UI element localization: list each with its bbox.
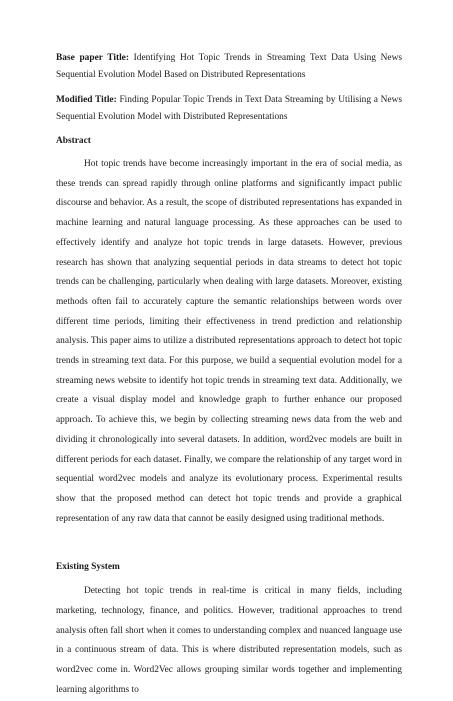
existing-system-body: Detecting hot topic trends in real-time is critical in many fields, including marketing, technology, finance, and politics. However, traditional approaches to trend analysis often fall short when it comes to understanding complex and nuanced language use in a continuous stream of data. This is where distributed representation models, such as word2vec come in. Word2Vec allows grouping similar words together and implementing learning algorithms to bbox=[56, 586, 402, 695]
abstract-heading: Abstract bbox=[56, 136, 91, 146]
base-paper-title bbox=[56, 50, 402, 83]
modified-title-text: Finding Popular Topic Trends in Text Data Streaming by Utilising a News Sequential Evolution Model with Distributed Representations bbox=[56, 95, 402, 122]
abstract-body: Hot topic trends have become increasingly important in the era of social media, as these trends can spread rapidly through online platforms and significantly impact public discourse and behavior. As a result, the scope of distributed representations has expanded in machine learning and natural language processing. As these approaches can be used to effectively identify and analyze hot topic trends in large datasets. However, previous research has shown that analyzing sequential periods in data streams to detect hot topic trends can be challenging, particularly when dealing with large datasets. Moreover, existing methods often fail to accurately capture the semantic relationships between words over different time periods, limiting their effectiveness in trend prediction and relationship analysis. This paper aims to utilize a distributed representations approach to detect hot topic trends in streaming text data. For this purpose, we build a sequential evolution model for a streaming news website to identify hot topic trends in streaming text data. Additionally, we create a visual display model and knowledge graph to further enhance our proposed approach. To achieve this, we begin by collecting streaming news data from the web and dividing it chronologically into several datasets. In addition, word2vec models are built in different periods for each dataset. Finally, we compare the relationship of any target word in sequential word2vec models and analyze its evolutionary process. Experimental results show that the proposed method can detect hot topic trends and provide a graphical representation of any raw data that cannot be easily designed using traditional methods. bbox=[56, 159, 402, 524]
modified-title-label: Modified Title: bbox=[56, 95, 117, 105]
modified-title bbox=[56, 92, 402, 125]
existing-system-heading: Existing System bbox=[56, 562, 120, 573]
section-spacer bbox=[56, 529, 402, 555]
base-paper-title-text: Identifying Hot Topic Trends in Streaming Text Data Using News Sequential Evolution Model Based on Distributed Representations bbox=[56, 53, 402, 80]
base-paper-title-label: Base paper Title: bbox=[56, 53, 129, 63]
